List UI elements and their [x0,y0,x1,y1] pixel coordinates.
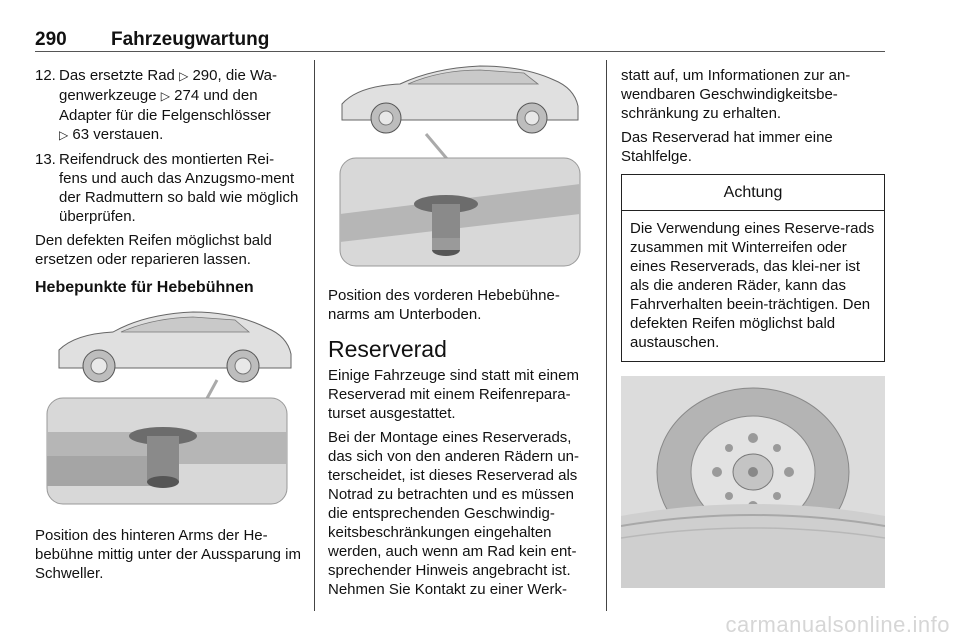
page-number: 290 [35,29,67,50]
page-reference[interactable]: 290 [192,67,218,84]
front-lift-point-illustration [328,64,592,272]
column-right [621,66,885,602]
rear-lift-point-illustration [35,306,297,512]
page-title: Fahrzeugwartung [111,29,270,50]
warning-title: Achtung [622,175,884,211]
list-item-13 [35,150,301,226]
list-item-12: 12. Das ersetzte Rad ▷ 290, die Wa-genwerkzeuge ▷ 274 und den Adapter für die Felgenschlösser ▷ 63 verstauen. [35,67,277,143]
figure-caption: Position des hinteren Arms der He-bebühne mittig unter der Aussparung im Schweller. [35,527,301,582]
watermark: carmanualsonline.info [725,612,950,637]
triangle-right-icon: ▷ [179,69,189,83]
paragraph: Den defekten Reifen möglichst bald ersetzen oder reparieren lassen. [35,232,272,268]
page-reference[interactable]: 63 [72,126,90,143]
page-header [35,26,885,52]
triangle-right-icon: ▷ [59,128,69,142]
page-reference[interactable]: 274 [174,87,200,104]
figure-caption: Position des vorderen Hebebühne-narms am Unterboden. [328,287,560,323]
paragraph: Einige Fahrzeuge sind statt mit einem Reserverad mit einem Reifenrepara-turset ausgestattet. [328,367,579,422]
list-number: 12. [35,67,56,84]
warning-box [621,174,885,362]
section-heading: Hebepunkte für Hebebühnen [35,279,254,296]
column-middle [328,64,592,604]
paragraph: Bei der Montage eines Reserverads, das sich von den anderen Rädern un-terscheidet, ist dieses Reserverad als Notrad zu betrachten und es müssen die entsprechenden Geschwindig-keitsbeschränkungen eingehalten werden, auch wenn am Rad kein ent-sprechender Hinweis angebracht ist. Nehmen Sie Kontakt zu einer Werk- [328,429,580,598]
list-text: Reifendruck des montierten Rei-fens und auch das Anzugsmo-ment der Radmuttern so bald wie möglich überprüfen. [59,151,299,225]
paragraph: Das Reserverad hat immer eine Stahlfelge. [621,129,833,165]
column-left [35,66,301,588]
column-divider [314,60,315,611]
paragraph: statt auf, um Informationen zur an-wendbaren Geschwindigkeitsbe-schränkung zu erhalten. [621,67,851,122]
column-divider [606,60,607,611]
spare-wheel-illustration [621,376,885,588]
triangle-right-icon: ▷ [160,89,170,103]
list-number: 13. [35,151,56,168]
section-heading-reserverad: Reserverad [328,336,447,362]
warning-text: Die Verwendung eines Reserve-rads zusammen mit Winterreifen oder eines Reserverads, das klei-ner ist als die anderen Räder, kann das Fahrverhalten beein-trächtigen. Den defekten Reifen möglichst bald austauschen. [630,220,875,351]
